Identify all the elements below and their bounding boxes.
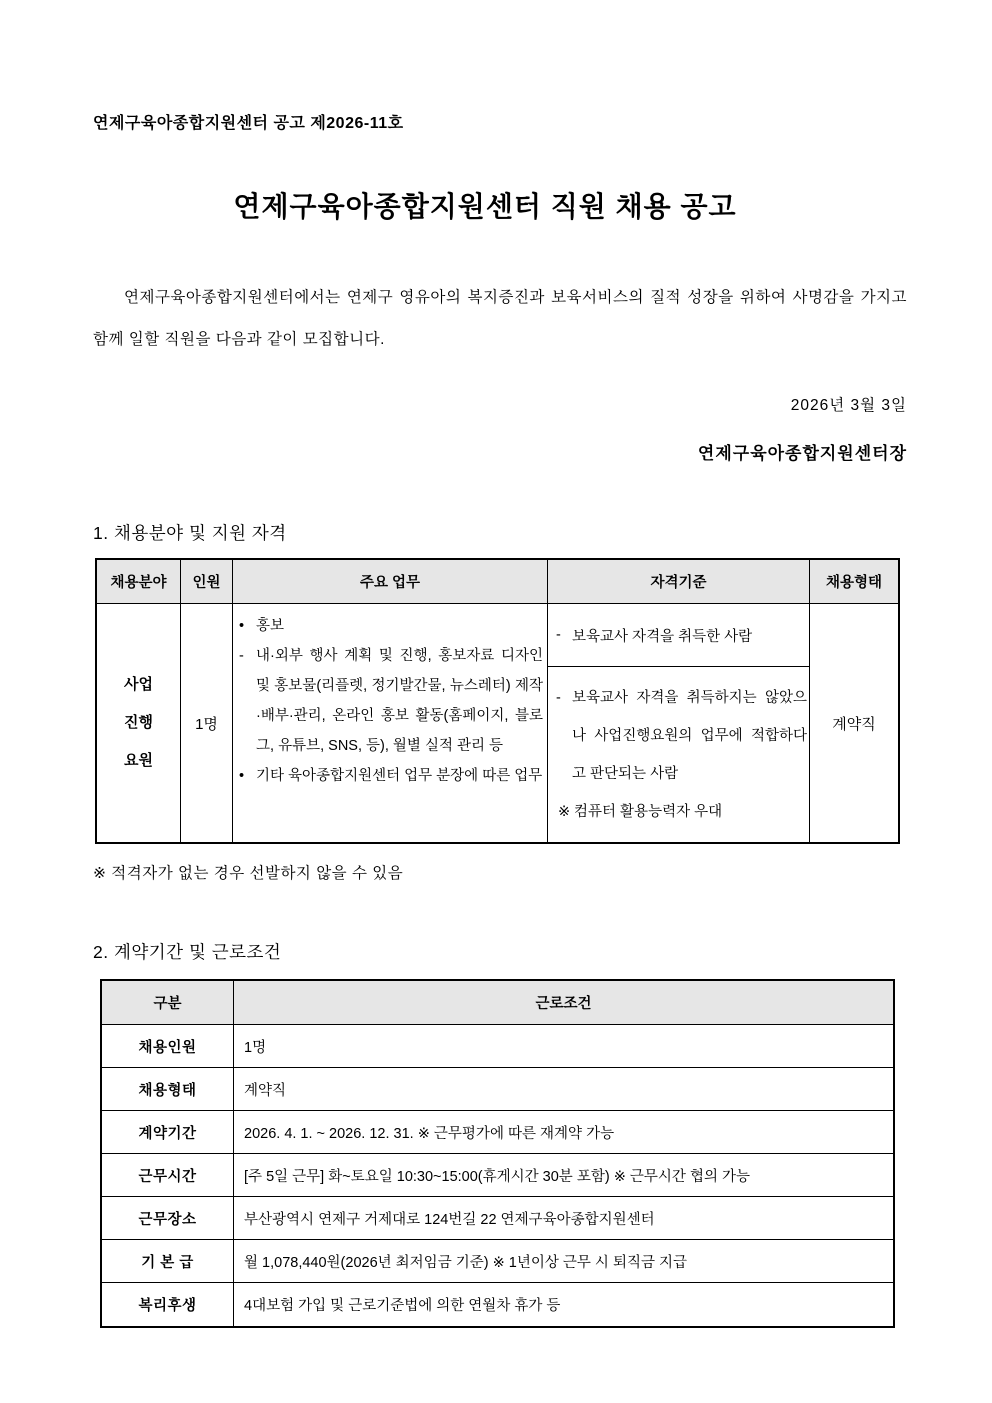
conditions-table — [100, 979, 895, 1328]
qualification-note: ※ 컴퓨터 활용능력자 우대 — [556, 793, 807, 831]
recruitment-table-row — [97, 604, 898, 842]
table-row-hire-count: 채용인원 1명 — [102, 1025, 893, 1068]
doc-issuer: 연제구육아종합지원센터장 — [697, 444, 907, 463]
recruitment-table-header — [97, 560, 898, 604]
field-line: 요원 — [124, 752, 153, 769]
col-header-conditions: 근로조건 — [535, 996, 592, 1012]
col-header-field: 채용분야 — [97, 560, 181, 603]
qualification-option-1: - 보육교사 자격을 취득한 사람 — [548, 604, 809, 667]
dash-marker: - — [556, 627, 561, 643]
employment-type-cell: 계약직 — [832, 715, 876, 733]
col-header-category: 구분 — [102, 981, 234, 1024]
col-header-qualifications: 자격기준 — [548, 560, 810, 603]
conditions-table-header — [102, 981, 893, 1025]
recruitment-table — [95, 558, 900, 844]
count-cell: 1명 — [181, 604, 233, 842]
field-cell — [97, 604, 181, 842]
table-row-work-place: 근무장소 부산광역시 연제구 거제대로 124번길 22 연제구육아종합지원센터 — [102, 1197, 893, 1240]
table-row-work-hours: 근무시간 [주 5일 근무] 화~토요일 10:30~15:00(휴게시간 30분 포함) ※ 근무시간 협의 가능 — [102, 1154, 893, 1197]
doc-number: 연제구육아종합지원센터 공고 제2026-11호 — [93, 115, 404, 132]
table-row-employment-type: 채용형태 계약직 — [102, 1068, 893, 1111]
col-header-employment-type: 채용형태 — [825, 575, 883, 591]
dash-marker: - — [239, 648, 244, 664]
dash-marker: - — [556, 689, 561, 706]
table-row-contract-period: 계약기간 2026. 4. 1. ~ 2026. 12. 31. ※ 근무평가에 따른 재계약 가능 — [102, 1111, 893, 1154]
qualifications-cell — [548, 604, 810, 842]
duty-item: - 내·외부 행사 계획 및 진행, 홍보자료 디자인 및 홍보물(리플렛, 정기발간물, 뉴스레터) 제작·배부·관리, 온라인 홍보 활동(홈페이지, 블로그, 유튜브, SNS, 등), 월별 실적 관리 등 — [239, 641, 543, 761]
reference-mark: ※ — [558, 803, 571, 820]
qualification-option-2 — [548, 667, 809, 842]
col-header-count: 인원 — [181, 560, 233, 603]
qualification-text: - 보육교사 자격을 취득하지는 않았으나 사업진행요원의 업무에 적합하다고 판단되는 사람 — [556, 679, 807, 793]
duty-item: • 기타 육아종합지원센터 업무 분장에 따른 업무 — [239, 761, 543, 791]
doc-date: 2026년 3월 3일 — [790, 397, 907, 414]
section2-heading: 2. 계약기간 및 근로조건 — [93, 942, 282, 962]
col-header-duties: 주요 업무 — [233, 560, 548, 603]
table-row-base-pay: 기 본 급 월 1,078,440원(2026년 최저임금 기준) ※ 1년이상 근무 시 퇴직금 지급 — [102, 1240, 893, 1283]
field-line: 사업 — [124, 676, 153, 693]
page-title: 연제구육아종합지원센터 직원 채용 공고 — [233, 191, 737, 222]
table-row-benefits: 복리후생 4대보험 가입 및 근로기준법에 의한 연월차 휴가 등 — [102, 1283, 893, 1326]
selection-note: ※ 적격자가 없는 경우 선발하지 않을 수 있음 — [93, 865, 404, 882]
bullet-marker: • — [239, 618, 245, 634]
bullet-marker: • — [239, 768, 245, 784]
intro-paragraph: 연제구육아종합지원센터에서는 연제구 영유아의 복지증진과 보육서비스의 질적 성장을 위하여 사명감을 가지고 함께 일할 직원을 다음과 같이 모집합니다. — [93, 289, 907, 348]
field-line: 진행 — [124, 714, 153, 731]
section1-heading: 1. 채용분야 및 지원 자격 — [93, 523, 287, 543]
duty-item: • 홍보 — [239, 611, 543, 641]
duties-cell — [233, 604, 548, 842]
